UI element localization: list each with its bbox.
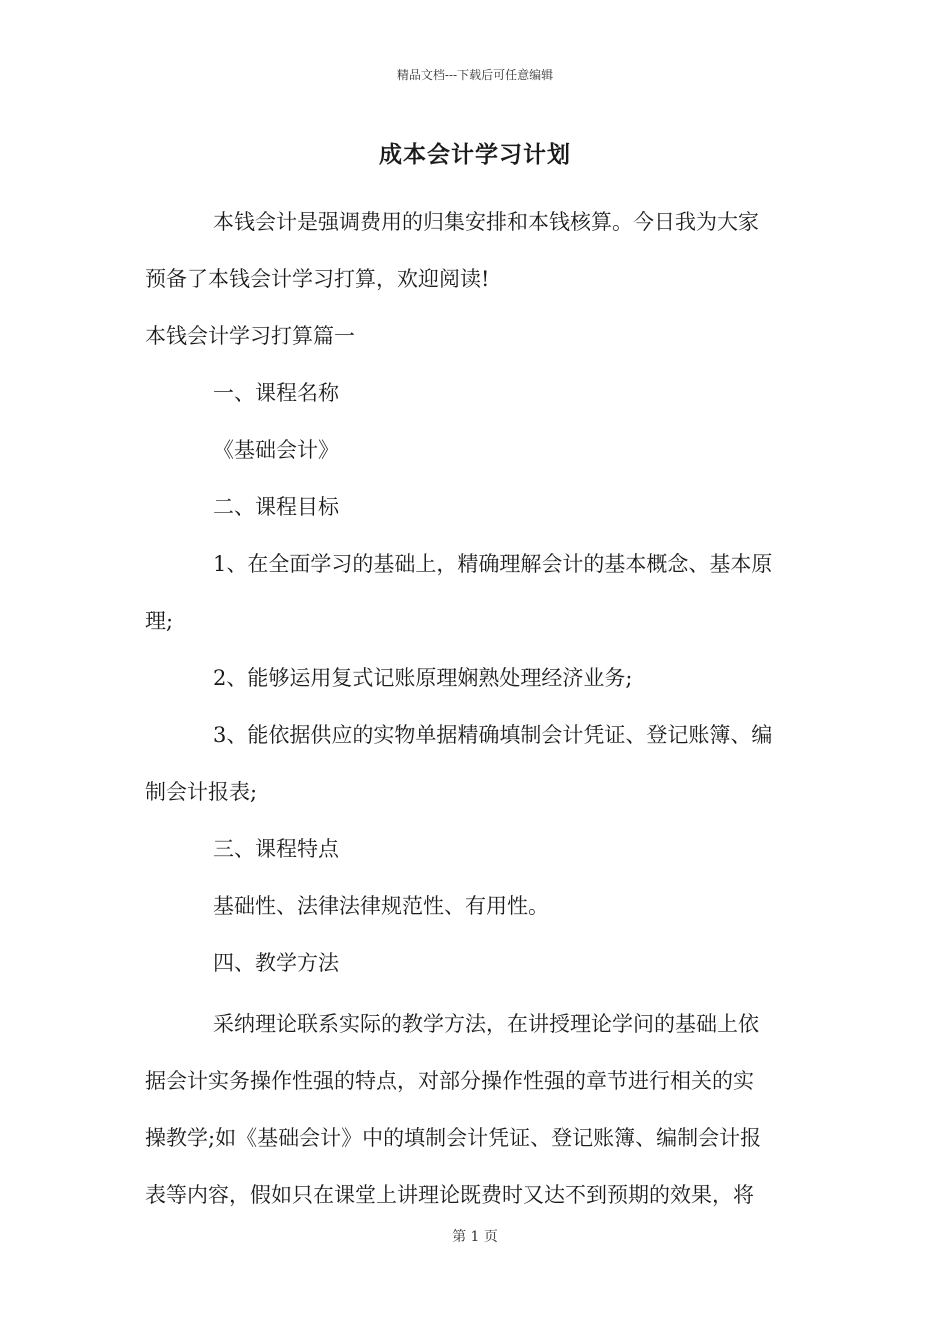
paragraph-line: 据会计实务操作性强的特点，对部分操作性强的章节进行相关的实 [145,1069,754,1093]
section-heading: 本钱会计学习打算篇一 [145,324,355,348]
paragraph-line: 本钱会计是强调费用的归集安排和本钱核算。今日我为大家 [213,210,759,234]
section-heading: 一、课程名称 [213,381,339,405]
section-heading: 四、教学方法 [213,951,339,975]
section-heading: 二、课程目标 [213,495,339,519]
paragraph-line: 3、能依据供应的实物单据精确填制会计凭证、登记账簿、编 [213,723,773,747]
section-heading: 三、课程特点 [213,837,339,861]
paragraph-line: 理; [145,609,174,633]
paragraph-line: 制会计报表; [145,780,258,804]
paragraph-line: 预备了本钱会计学习打算，欢迎阅读! [145,267,490,291]
header-note: 精品文档---下载后可任意编辑 [396,68,554,82]
paragraph-line: 采纳理论联系实际的教学方法，在讲授理论学问的基础上依 [213,1012,759,1036]
paragraph-line: 《基础会计》 [213,438,339,462]
paragraph-line: 表等内容，假如只在课堂上讲理论既费时又达不到预期的效果，将 [145,1183,754,1207]
paragraph-line: 基础性、法律法律规范性、有用性。 [213,894,549,918]
page-number: 第 1 页 [452,1229,498,1245]
paragraph-line: 操教学;如《基础会计》中的填制会计凭证、登记账簿、编制会计报 [145,1126,762,1150]
paragraph-line: 2、能够运用复式记账原理娴熟处理经济业务; [213,666,633,690]
paragraph-line: 1、在全面学习的基础上，精确理解会计的基本概念、基本原 [213,552,773,576]
document-title: 成本会计学习计划 [379,141,571,168]
